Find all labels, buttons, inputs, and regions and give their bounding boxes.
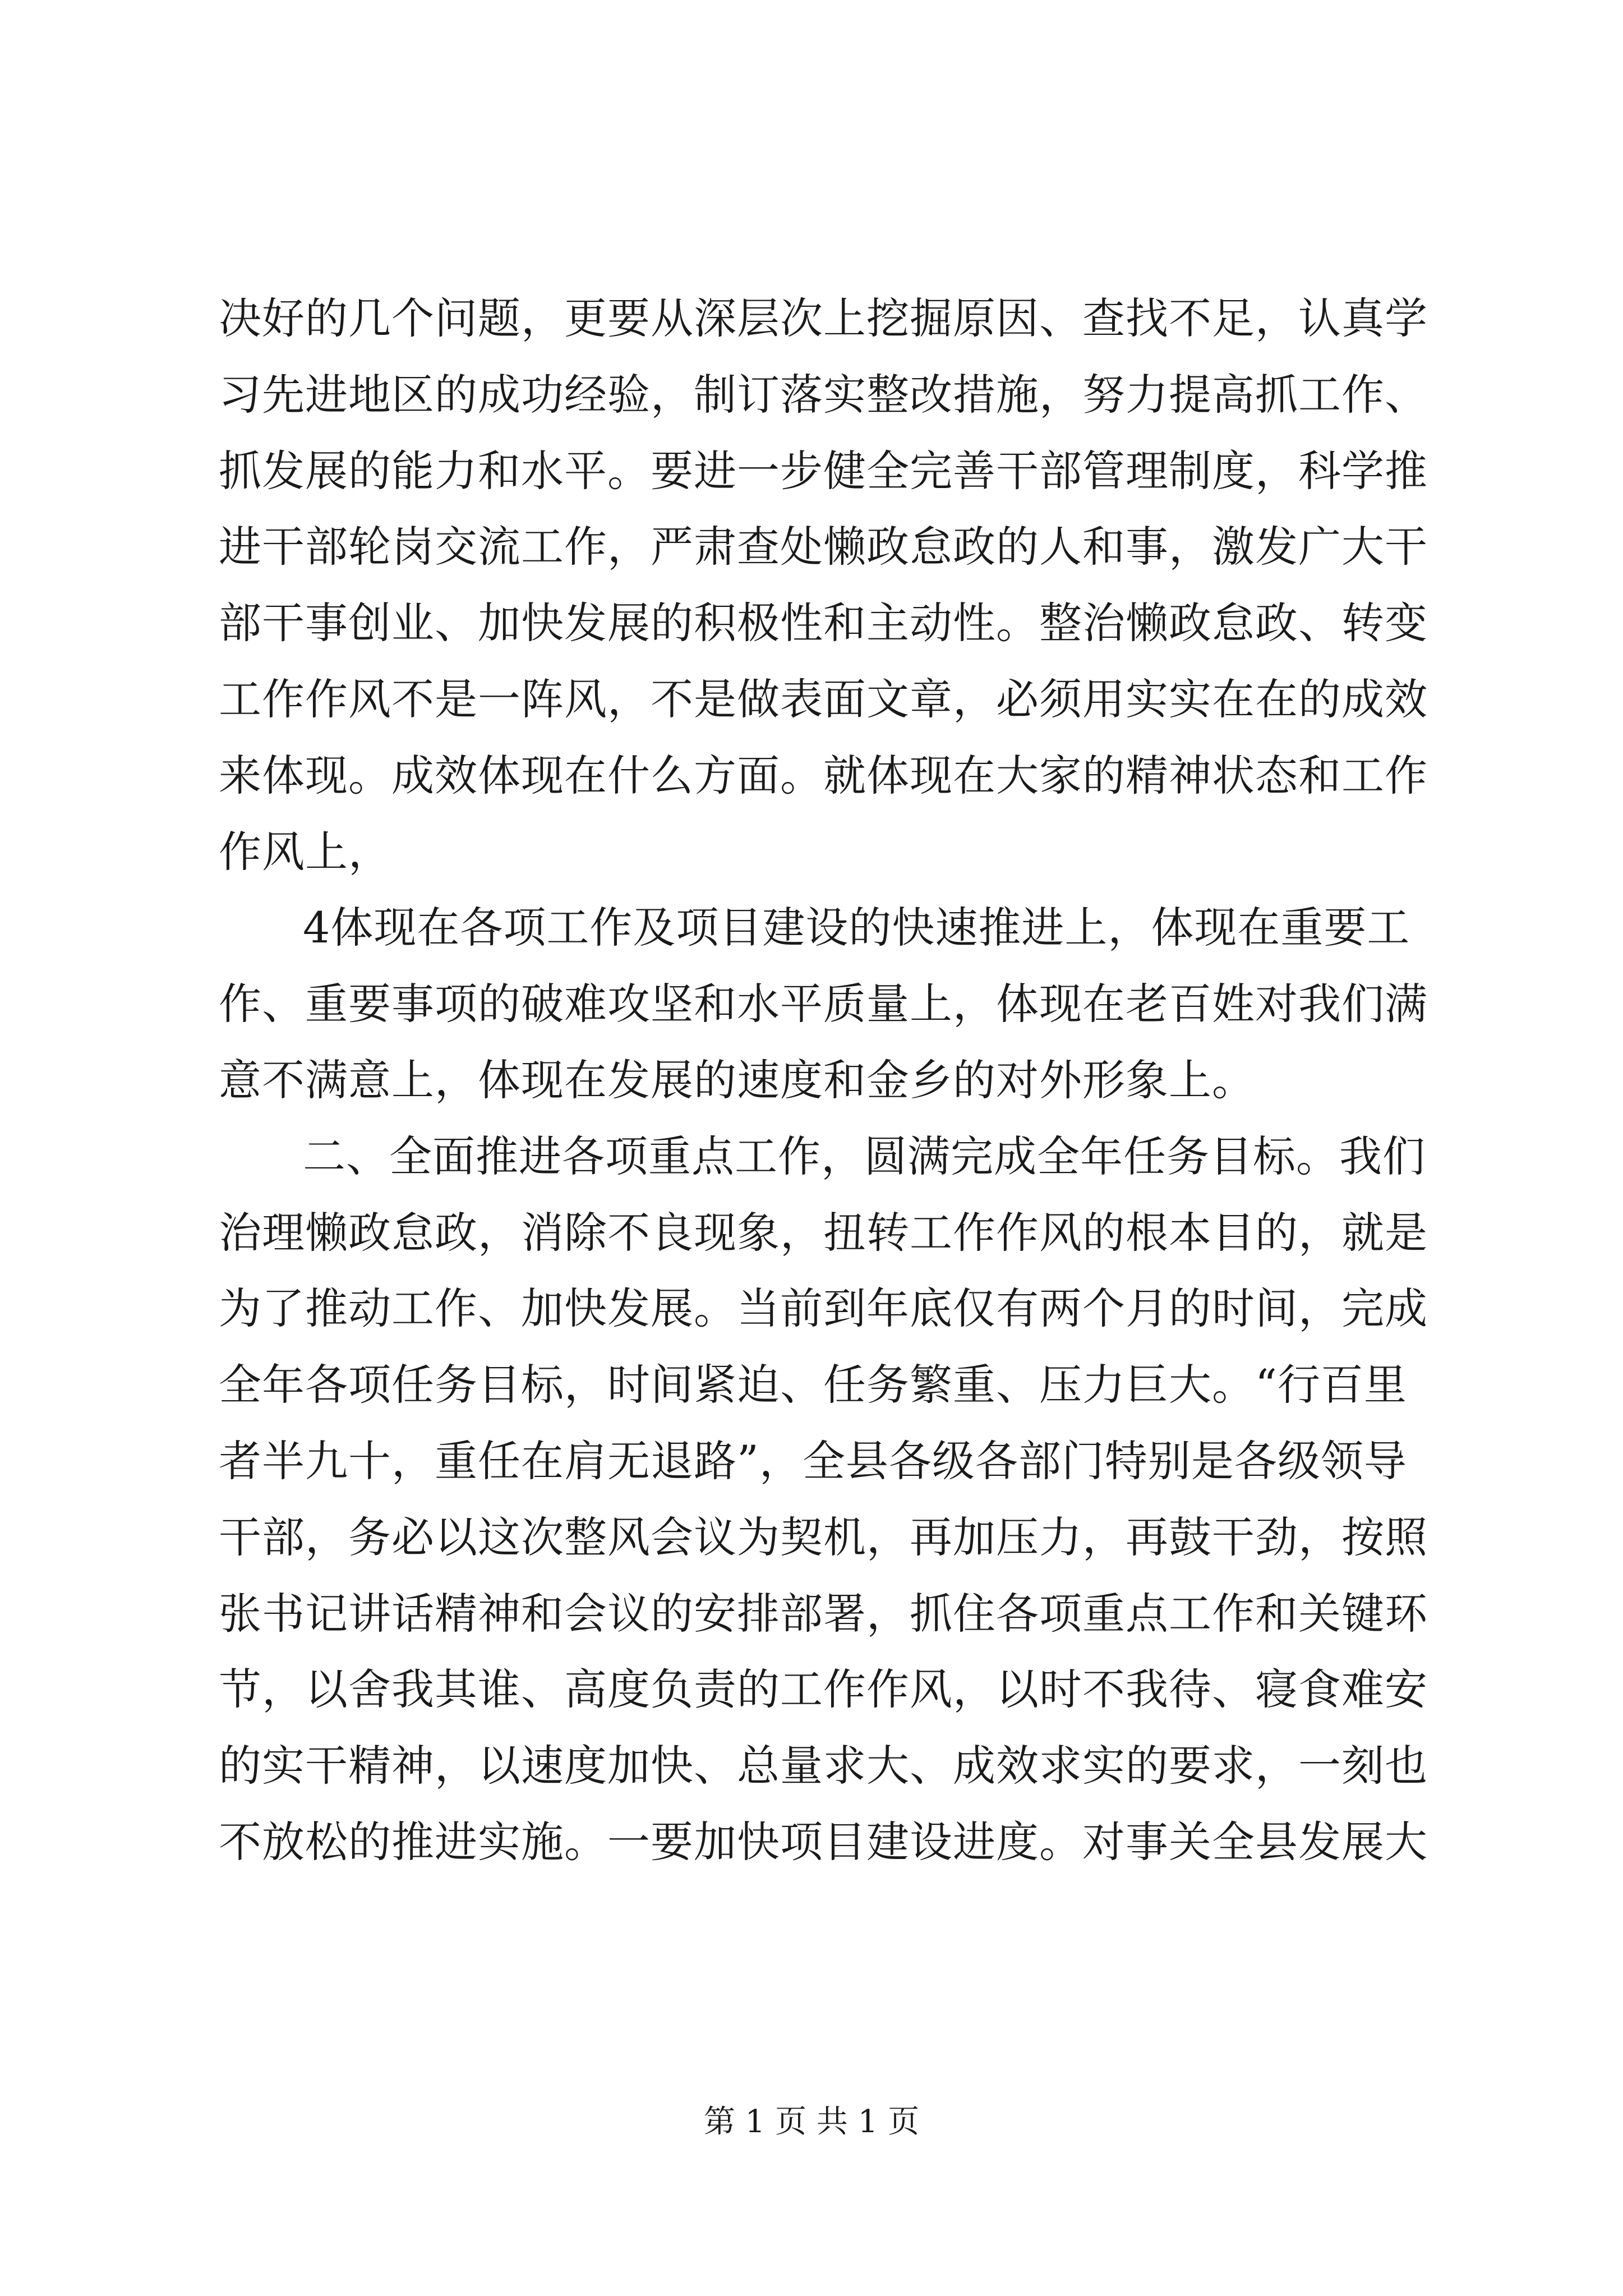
text-line: 为了推动工作、加快发展。当前到年底仅有两个月的时间，完成 <box>219 1283 1428 1334</box>
text-line: 决好的几个问题，更要从深层次上挖掘原因、查找不足，认真学 <box>219 293 1428 343</box>
paragraph-2 <box>219 890 1428 1118</box>
text-line: 的实干精神，以速度加快、总量求大、成效求实的要求，一刻也 <box>219 1741 1428 1791</box>
document-body <box>219 280 1428 1880</box>
paragraph-3 <box>219 1119 1428 1880</box>
text-line: 抓发展的能力和水平。要进一步健全完善干部管理制度，科学推 <box>219 445 1428 496</box>
text-line: 者半九十，重任在肩无退路”，全县各级各部门特别是各级领导 <box>219 1435 1407 1486</box>
text-line: 全年各项任务目标，时间紧迫、任务繁重、压力巨大。“行百里 <box>219 1360 1407 1410</box>
page-number: 第 1 页 共 1 页 <box>703 2104 920 2140</box>
text-line: 来体现。成效体现在什么方面。就体现在大家的精神状态和工作 <box>219 750 1428 800</box>
text-line: 干部，务必以这次整风会议为契机，再加压力，再鼓干劲，按照 <box>219 1512 1428 1562</box>
text-line: 习先进地区的成功经验，制订落实整改措施，努力提高抓工作、 <box>219 369 1428 420</box>
text-line: 部干事创业、加快发展的积极性和主动性。整治懒政怠政、转变 <box>219 598 1428 648</box>
text-line: 意不满意上，体现在发展的速度和金乡的对外形象上。 <box>219 1055 1255 1105</box>
text-line: 作风上， <box>219 826 391 877</box>
text-line: 张书记讲话精神和会议的安排部署，抓住各项重点工作和关键环 <box>219 1588 1428 1639</box>
text-line: 进干部轮岗交流工作，严肃查处懒政怠政的人和事，激发广大干 <box>219 522 1428 572</box>
page-footer <box>0 2102 1623 2142</box>
text-line: 作、重要事项的破难攻坚和水平质量上，体现在老百姓对我们满 <box>219 979 1428 1029</box>
text-line: 4体现在各项工作及项目建设的快速推进上，体现在重要工 <box>303 903 1410 953</box>
paragraph-1 <box>219 280 1428 890</box>
text-line: 工作作风不是一阵风，不是做表面文章，必须用实实在在的成效 <box>219 674 1428 724</box>
text-line: 不放松的推进实施。一要加快项目建设进度。对事关全县发展大 <box>219 1816 1428 1867</box>
text-line: 治理懒政怠政，消除不良现象，扭转工作作风的根本目的，就是 <box>219 1207 1428 1258</box>
text-line: 节，以舍我其谁、高度负责的工作作风，以时不我待、寝食难安 <box>219 1664 1428 1715</box>
text-line: 二、全面推进各项重点工作，圆满完成全年任务目标。我们 <box>303 1131 1426 1181</box>
